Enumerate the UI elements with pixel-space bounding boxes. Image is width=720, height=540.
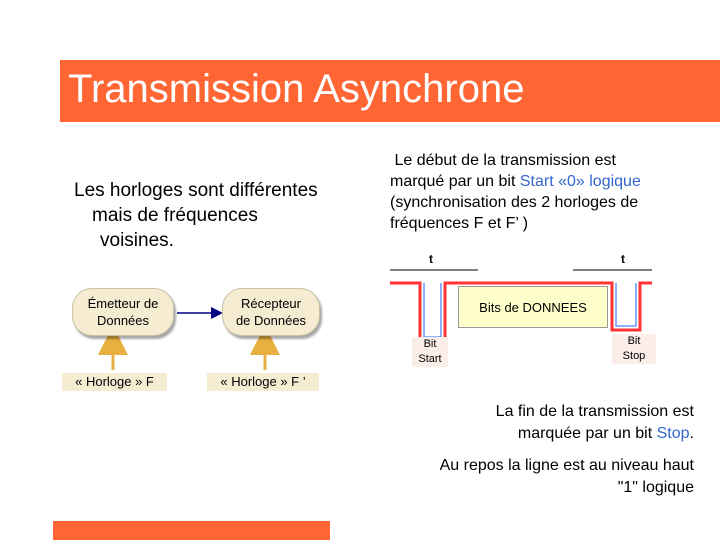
receiver-node <box>222 288 320 336</box>
end-line-2c: . <box>689 425 694 442</box>
left-line-3: voisines. <box>100 230 174 251</box>
right-line-1: Le début de la transmission est <box>390 152 616 169</box>
bit-start-line-1: Bit <box>423 338 437 350</box>
data-bits-box: Bits de DONNEES <box>458 286 608 328</box>
receiver-line-2: de Données <box>235 313 307 328</box>
bit-start-line-2: Start <box>418 353 442 365</box>
end-line-1: La fin de la transmission est <box>495 403 694 420</box>
left-line-1: Les horloges sont différentes <box>74 180 318 201</box>
right-line-2a: marqué par un bit <box>390 173 520 190</box>
t-left-label: t <box>429 252 433 266</box>
clock-f2-label: « Horloge » F ’ <box>207 373 319 391</box>
rest-line-1: Au repos la ligne est au niveau haut <box>439 457 694 474</box>
end-line-2a: marquée par un bit <box>517 425 657 442</box>
emitter-line-1: Émetteur de <box>87 296 159 311</box>
page-title: Transmission Asynchrone <box>68 67 525 111</box>
bit-stop-line-2: Stop <box>622 350 646 362</box>
receiver-line-1: Récepteur <box>241 296 301 311</box>
left-line-2: mais de fréquences <box>92 205 258 226</box>
right-line-3: (synchronisation des 2 horloges de <box>390 194 639 211</box>
right-line-4: fréquences F et F’ ) <box>390 215 529 232</box>
bit-stop-line-1: Bit <box>627 335 641 347</box>
t-right-label: t <box>621 252 625 266</box>
start-highlight: Start «0» logique <box>519 173 641 190</box>
clock-f-label: « Horloge » F <box>62 373 167 391</box>
bit-stop-label <box>612 334 656 364</box>
end-line-2 <box>400 423 694 445</box>
bit-start-label <box>412 337 448 367</box>
emitter-line-2: Données <box>96 313 150 328</box>
rest-paragraph <box>380 455 694 499</box>
footer-strip <box>53 521 330 540</box>
stop-highlight: Stop <box>656 425 690 442</box>
emitter-node <box>72 288 174 336</box>
rest-line-2: "1" logique <box>617 479 694 496</box>
end-paragraph <box>400 401 694 445</box>
signal-waveform-inner <box>424 283 441 337</box>
stop-waveform-inner <box>616 283 636 326</box>
